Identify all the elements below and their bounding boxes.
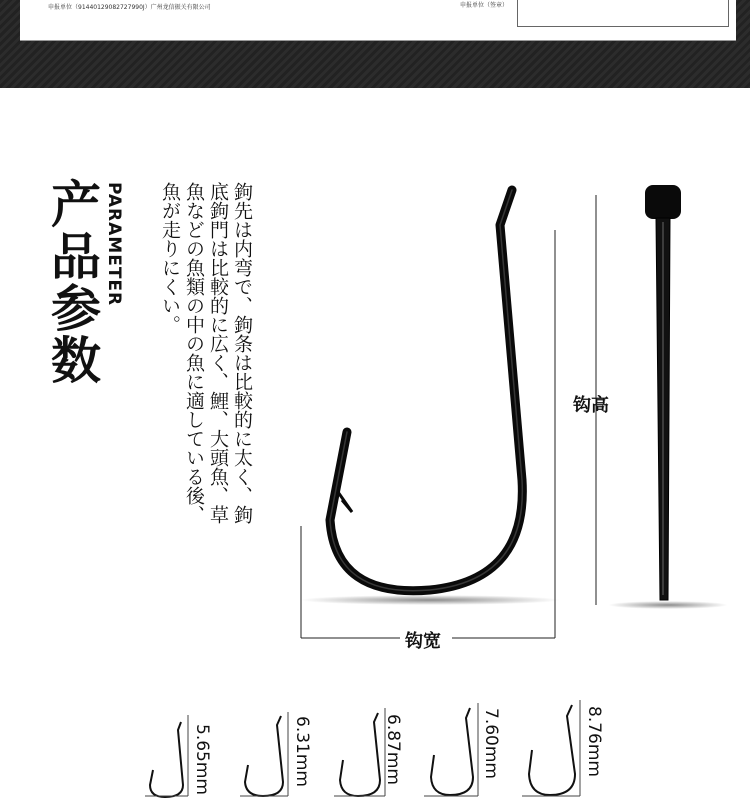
- size-hook-icon: [334, 708, 385, 796]
- section-title: 产品参数: [43, 178, 101, 386]
- size-hook-icon: [522, 700, 580, 796]
- size-label: 8.76mm: [584, 706, 604, 777]
- declarant-text: 申报单位（91440129082727990J）广州龙信振关有限公司: [48, 4, 211, 11]
- size-label: 6.31mm: [292, 716, 312, 787]
- size-hook-icon: [424, 703, 478, 796]
- size-hook-icon: [145, 715, 188, 797]
- shank-shadow: [608, 601, 728, 609]
- hook-icon: [330, 190, 522, 591]
- hook-width-label: 钩宽: [405, 631, 441, 652]
- size-label: 7.60mm: [481, 708, 501, 779]
- declarant-seal-text: 申报单位（签章）: [460, 2, 509, 9]
- size-hook-icon: [240, 712, 288, 796]
- hook-shank-side-icon: [645, 185, 681, 600]
- section-subtitle: PARAMETER: [104, 182, 124, 307]
- size-label: 6.87mm: [383, 714, 403, 785]
- hook-height-label: 钩高: [573, 395, 609, 416]
- hook-shadow: [300, 595, 560, 605]
- product-description: 鉤先は内弯で、鉤条は比較的に太く、鉤底鉤門は比較的に広く、鯉、大頭魚、草魚などの魚類の中の魚に適している後、魚が走りにくい。: [159, 182, 253, 524]
- size-label: 5.65mm: [192, 724, 212, 795]
